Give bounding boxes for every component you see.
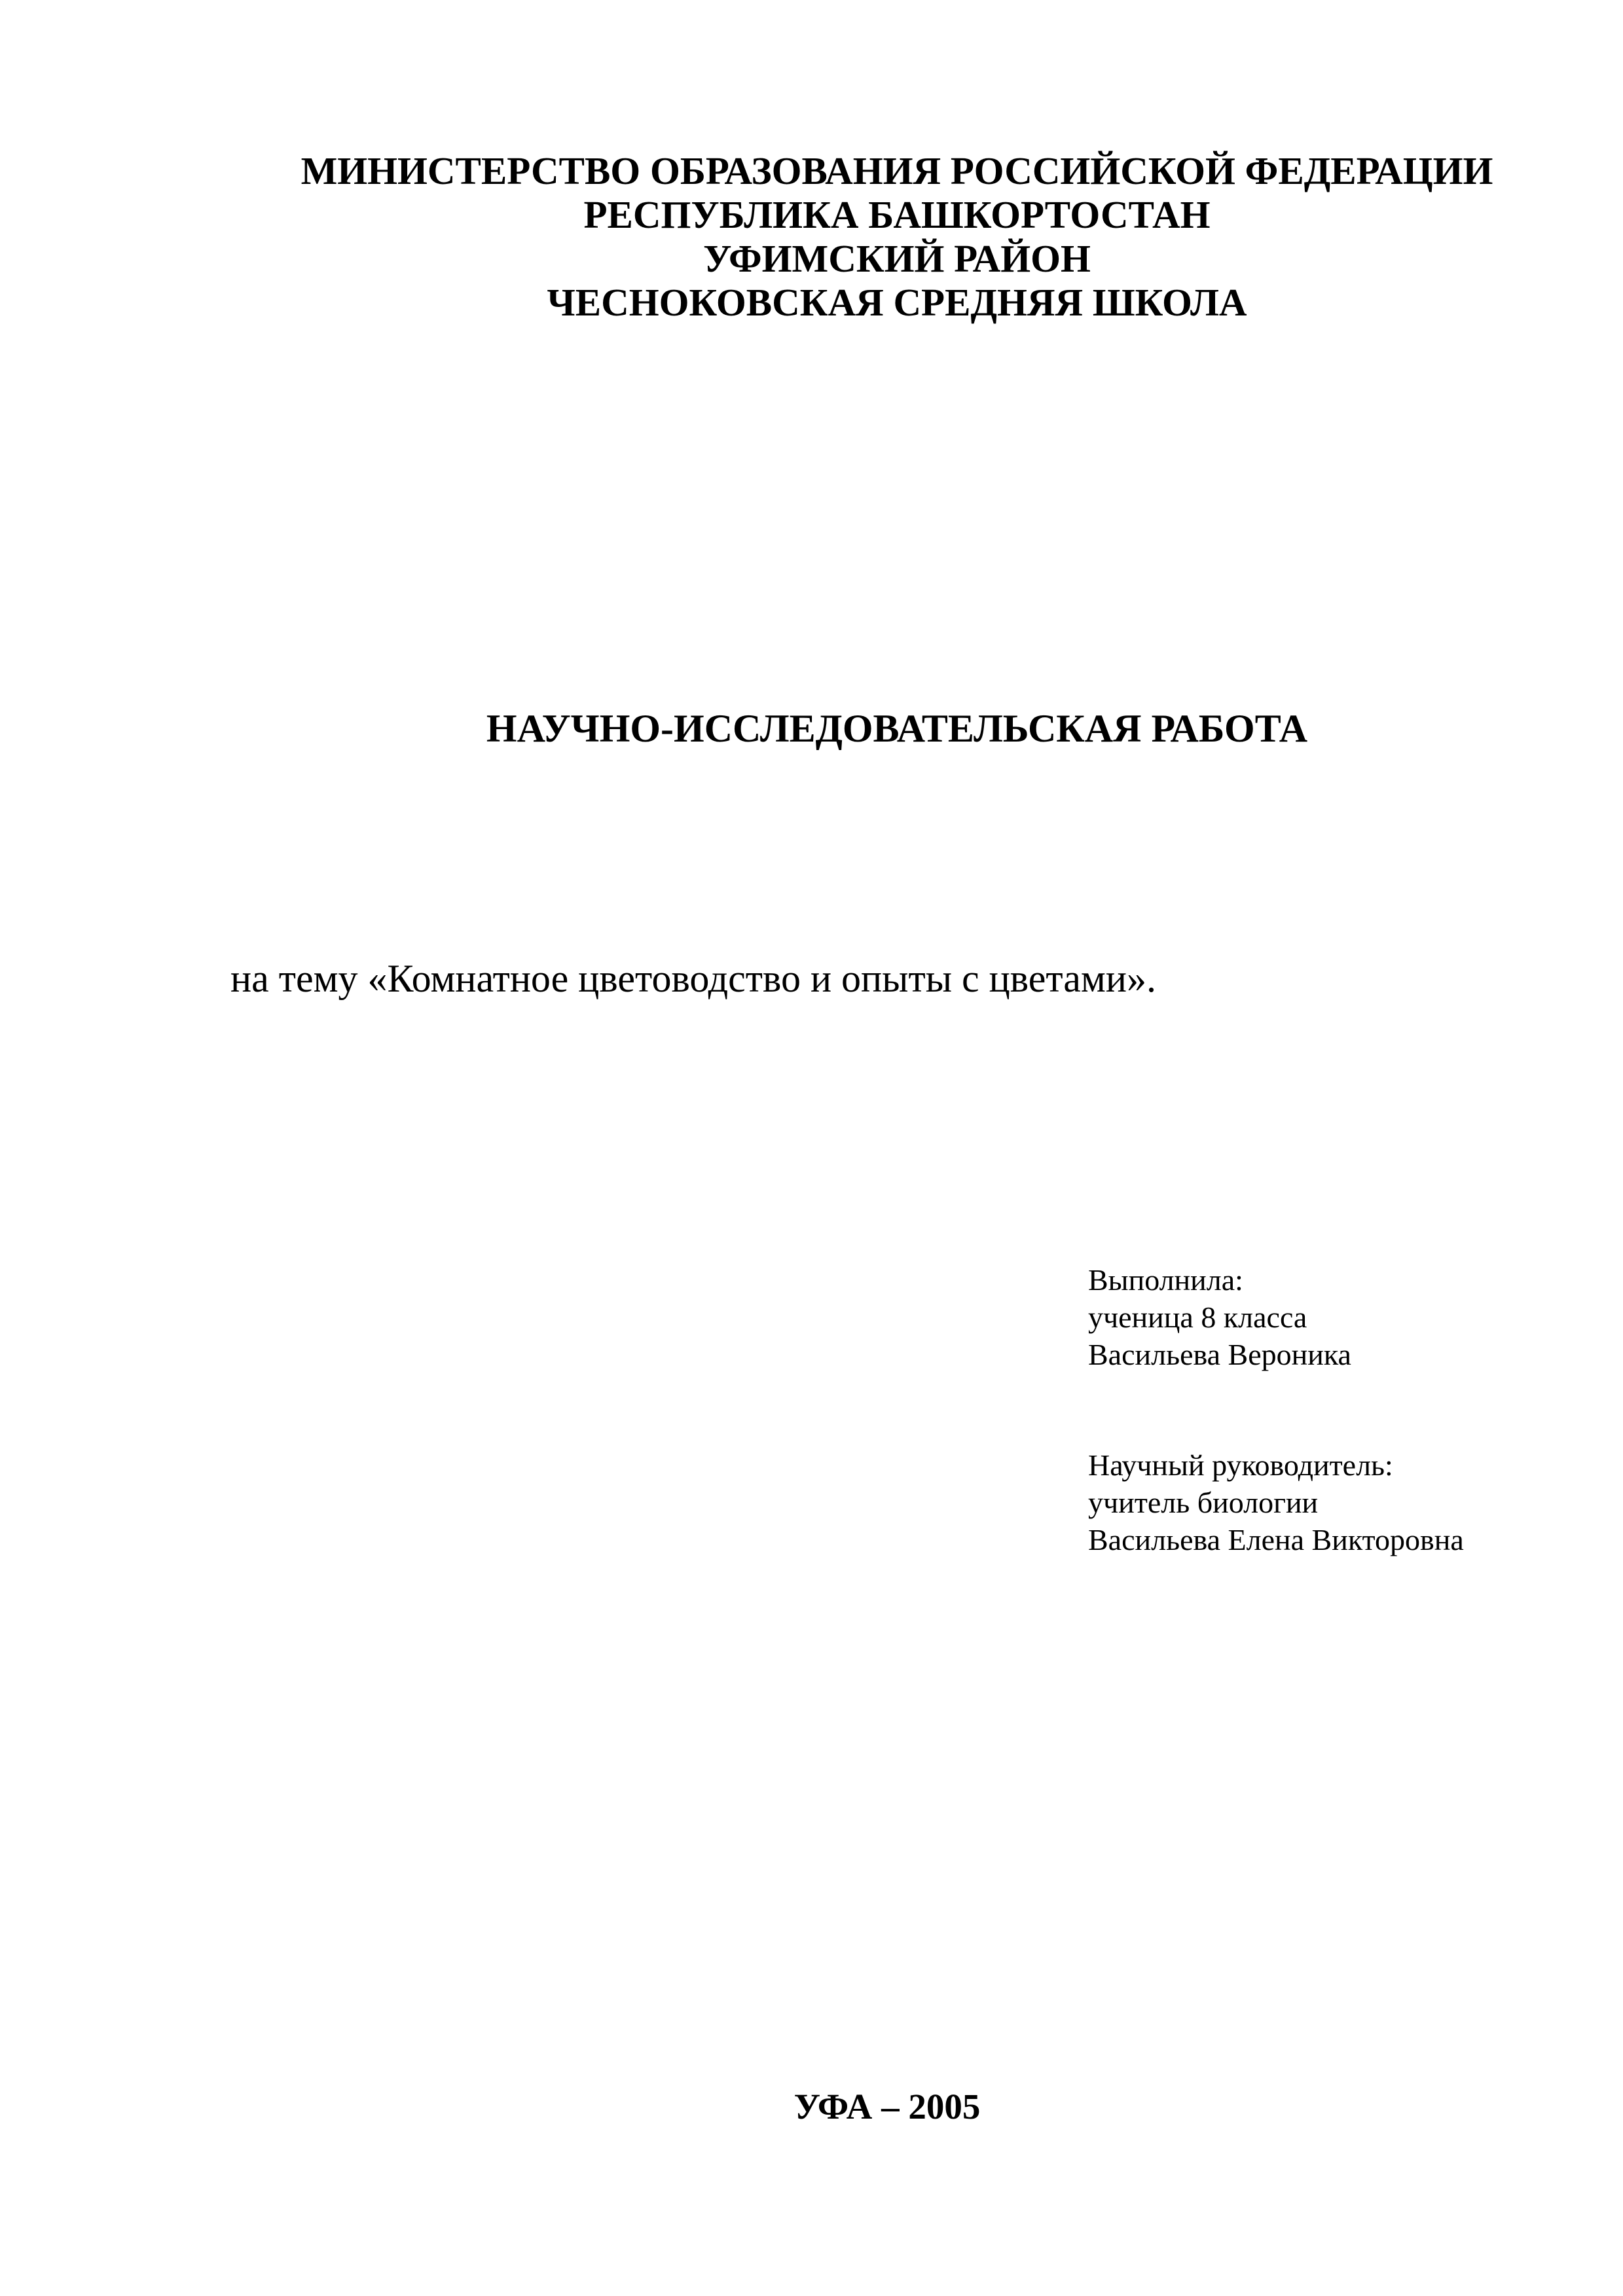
author-label: Выполнила:	[1088, 1263, 1243, 1297]
city-year: УФА – 2005	[793, 2087, 981, 2126]
document-type-title: НАУЧНО-ИССЛЕДОВАТЕЛЬСКАЯ РАБОТА	[486, 707, 1308, 750]
institution-header	[0, 149, 1623, 325]
header-district: УФИМСКИЙ РАЙОН	[703, 237, 1091, 280]
supervisor-info	[1088, 1446, 1464, 1558]
author-info	[1088, 1261, 1351, 1373]
document-topic: на тему «Комнатное цветоводство и опыты с цветами».	[230, 957, 1157, 1000]
supervisor-name: Васильева Елена Викторовна	[1088, 1523, 1464, 1556]
header-republic: РЕСПУБЛИКА БАШКОРТОСТАН	[583, 193, 1211, 236]
header-school: ЧЕСНОКОВСКАЯ СРЕДНЯЯ ШКОЛА	[547, 281, 1247, 324]
header-ministry: МИНИСТЕРСТВО ОБРАЗОВАНИЯ РОССИЙСКОЙ ФЕДЕРАЦИИ	[301, 149, 1493, 192]
author-name: Васильева Вероника	[1088, 1338, 1351, 1371]
supervisor-label: Научный руководитель:	[1088, 1448, 1393, 1482]
author-role: ученица 8 класса	[1088, 1300, 1307, 1334]
supervisor-role: учитель биологии	[1088, 1486, 1319, 1519]
